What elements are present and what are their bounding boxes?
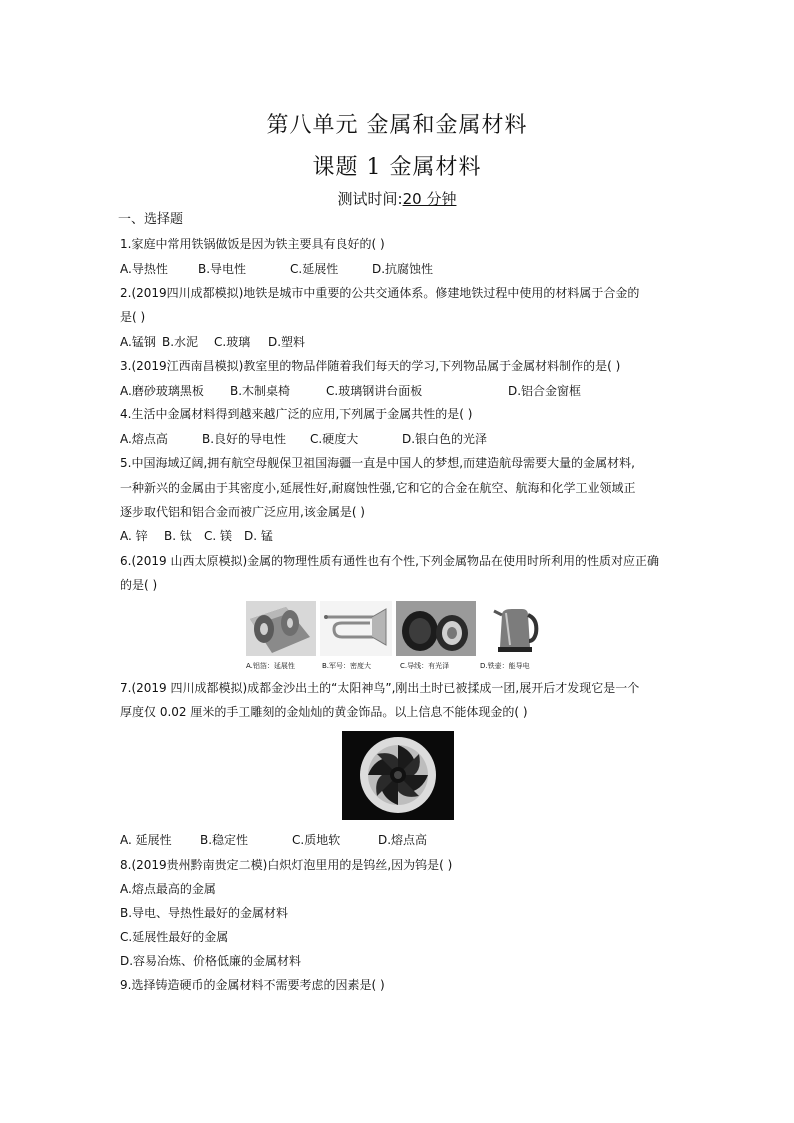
- option: B.导电性: [198, 262, 247, 276]
- option: D. 锰: [244, 529, 273, 543]
- option: C.质地软: [292, 833, 341, 847]
- figure-caption: B.军号：密度大: [322, 662, 372, 670]
- option-row: [120, 261, 433, 277]
- option: B.稳定性: [200, 833, 249, 847]
- option: A. 锌: [120, 529, 148, 543]
- question-stem: 厚度仅 0.02 厘米的手工雕刻的金灿灿的黄金饰品。以上信息不能体现金的( ): [120, 705, 528, 719]
- option: D.容易冶炼、价格低廉的金属材料: [120, 954, 302, 968]
- option-row: [120, 383, 581, 399]
- option: C.硬度大: [310, 432, 359, 446]
- figure-caption: C.导线：有光泽: [400, 662, 450, 670]
- option: C. 镁: [204, 529, 233, 543]
- option: C.玻璃: [214, 335, 251, 349]
- question-stem: 2.(2019四川成都模拟)地铁是城市中重要的公共交通体系。修建地铁过程中使用的材料属于合金的: [120, 286, 640, 300]
- question-stem: 8.(2019贵州黔南贵定二模)白炽灯泡里用的是钨丝,因为钨是( ): [120, 858, 453, 872]
- question-stem: 逐步取代铝和铝合金而被广泛应用,该金属是( ): [120, 505, 365, 519]
- figure-caption: A.铝箔：延展性: [246, 662, 295, 670]
- figure-caption: D.铁壶：能导电: [480, 662, 530, 670]
- unit-title: 第八单元 金属和金属材料: [266, 113, 528, 138]
- test-time-value: 20 分钟: [402, 190, 457, 208]
- option: A. 延展性: [120, 833, 172, 847]
- option: D.抗腐蚀性: [372, 262, 434, 276]
- option-row: [120, 528, 273, 544]
- option: A.熔点高: [120, 432, 168, 446]
- option-row: [120, 832, 427, 848]
- question-stem: 7.(2019 四川成都模拟)成都金沙出土的“太阳神鸟”,刚出土时已被揉成一团,展开后才发现它是一个: [120, 681, 640, 695]
- option: C.延展性最好的金属: [120, 930, 229, 944]
- question-stem: 5.中国海域辽阔,拥有航空母舰保卫祖国海疆一直是中国人的梦想,而建造航母需要大量的金属材料,: [120, 456, 635, 470]
- option: A.磨砂玻璃黑板: [120, 384, 204, 398]
- question-stem: 是( ): [120, 310, 146, 324]
- option: C.延展性: [290, 262, 339, 276]
- option-row: [120, 334, 305, 350]
- option: B.导电、导热性最好的金属材料: [120, 906, 289, 920]
- test-time: [0, 188, 794, 209]
- kettle-image: [492, 601, 540, 656]
- section-heading: 一、选择题: [118, 212, 184, 227]
- option: C.玻璃钢讲台面板: [326, 384, 423, 398]
- option: A.熔点最高的金属: [120, 882, 216, 896]
- option: D.铝合金窗框: [508, 384, 582, 398]
- question-stem: 3.(2019江西南昌模拟)教室里的物品伴随着我们每天的学习,下列物品属于金属材料制作的是( ): [120, 359, 621, 373]
- option-row: [120, 431, 487, 447]
- option: D.银白色的光泽: [402, 432, 488, 446]
- aluminum-foil-image: [246, 601, 316, 656]
- test-time-label: 测试时间:: [337, 190, 403, 208]
- lesson-title: 课题 1 金属材料: [312, 155, 482, 180]
- option: D.熔点高: [378, 833, 428, 847]
- wire-image: [396, 601, 476, 656]
- question-stem: 一种新兴的金属由于其密度小,延展性好,耐腐蚀性强,它和它的合金在航空、航海和化学工业领域正: [120, 481, 636, 495]
- question-stem: 的是( ): [120, 578, 158, 592]
- question-stem: 1.家庭中常用铁锅做饭是因为铁主要具有良好的( ): [120, 237, 385, 251]
- sun-bird-disc-image: [342, 731, 454, 820]
- option: B. 钛: [164, 529, 192, 543]
- option: A.导热性: [120, 262, 168, 276]
- option: A.锰钢: [120, 335, 156, 349]
- question-stem: 6.(2019 山西太原模拟)金属的物理性质有通性也有个性,下列金属物品在使用时所利用的性质对应正确: [120, 554, 659, 568]
- question-stem: 4.生活中金属材料得到越来越广泛的应用,下列属于金属共性的是( ): [120, 407, 473, 421]
- option: B.良好的导电性: [202, 432, 287, 446]
- option: B.木制桌椅: [230, 384, 291, 398]
- bugle-image: [320, 601, 392, 656]
- option: B.水泥: [162, 335, 199, 349]
- option: D.塑料: [268, 335, 306, 349]
- question-stem: 9.选择铸造硬币的金属材料不需要考虑的因素是( ): [120, 978, 385, 992]
- q6-figure-row: [246, 601, 550, 669]
